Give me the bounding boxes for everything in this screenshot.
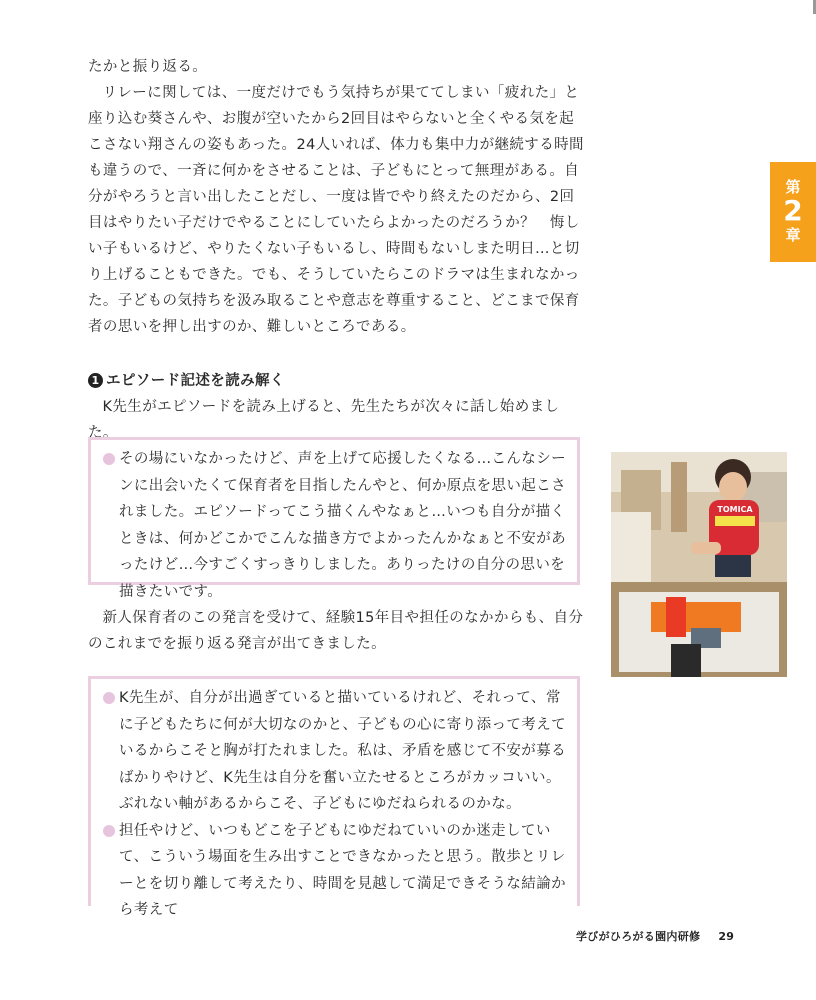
comment-text: K先生が、自分が出過ぎていると描いているけれど、それって、常に子どもたちに何が大切なのかと、子どもの心に寄り添って考えているからこそと胸が打たれました。私は、矛盾を感じて不安が募るばかりやけど、K先生は自分を奮い立たせるところがカッコいい。ぶれない軸があるからこそ、子どもにゆだねられるのかな。 xyxy=(119,690,566,812)
photo-child-painting xyxy=(611,452,787,677)
chapter-tab-suffix: 章 xyxy=(785,226,801,244)
chapter-tab-number: 2 xyxy=(783,194,803,227)
comment-text: 担任やけど、いつもどこを子どもにゆだねていいのか迷走していて、こういう場面を生み出すことできなかったと思う。散歩とリレーとを切り離して考えたり、時間を見越して満足できそうな結論から考えて xyxy=(119,822,566,918)
section-title: エピソード記述を読み解く xyxy=(106,373,285,389)
comment-item xyxy=(103,818,567,924)
text-paragraph: リレーに関しては、一度だけでもう気持ちが果ててしまい「疲れた」と座り込む葵さんや、お腹が空いたから2回目はやらないと全くやる気を起こさない翔さんの姿もあった。24人いれば、体力も集中力が継続する時間も違うので、一斉に何かをさせることは、子どもにとって無理がある。自分がやろうと言い出したことだし、一度は皆でやり終えたのだから、2回目はやりたい子だけでやることにしていたらよかったのだろうか？ 悔しい子もいるけど、やりたくない子もいるし、時間もないしまた明日…と切り上げることもできた。でも、そうしていたらこのドラマは生まれなかった。子どもの気持ちを汲み取ることや意志を尊重すること、どこまで保育者の思いを押し出すのか、難しいところである。 xyxy=(88,85,584,335)
comment-item xyxy=(103,446,567,605)
shirt-print: TOMICA xyxy=(717,505,753,514)
comment-box-1 xyxy=(88,437,580,600)
body-paragraph-mid xyxy=(88,605,584,657)
bullet-dot-icon xyxy=(103,692,115,704)
page-number: 29 xyxy=(718,930,735,943)
comment-item xyxy=(103,685,567,818)
section-number-badge: 1 xyxy=(88,373,103,388)
chapter-tab xyxy=(770,162,816,262)
text-paragraph: 新人保育者のこの発言を受けて、経験15年目や担任のなかからも、自分のこれまでを振り返る発言が出てきました。 xyxy=(88,610,584,652)
photo-illustration xyxy=(611,452,787,677)
text-line: たかと振り返る。 xyxy=(88,59,208,75)
section-block xyxy=(88,368,584,446)
footer-title: 学びがひろがる園内研修 xyxy=(576,930,701,943)
bullet-dot-icon xyxy=(103,825,115,837)
comment-box-2 xyxy=(88,676,580,918)
section-heading xyxy=(88,368,584,394)
chapter-tab-prefix: 第 xyxy=(785,178,801,196)
section-lead: K先生がエピソードを読み上げると、先生たちが次々に話し始めました。 xyxy=(88,399,560,441)
comment-text: その場にいなかったけど、声を上げて応援したくなる…こんなシーンに出会いたくて保育者を目指したんやと、何か原点を思い起こされました。エピソードってこう描くんやなぁと…いつも自分が描くときは、何かどこかでこんな描き方でよかったんかなぁと不安があったけど…今すごくすっきりしました。ありったけの自分の思いを描きたいです。 xyxy=(119,451,566,600)
bullet-dot-icon xyxy=(103,453,115,465)
body-paragraph-top xyxy=(88,54,584,340)
page-footer xyxy=(576,928,734,944)
